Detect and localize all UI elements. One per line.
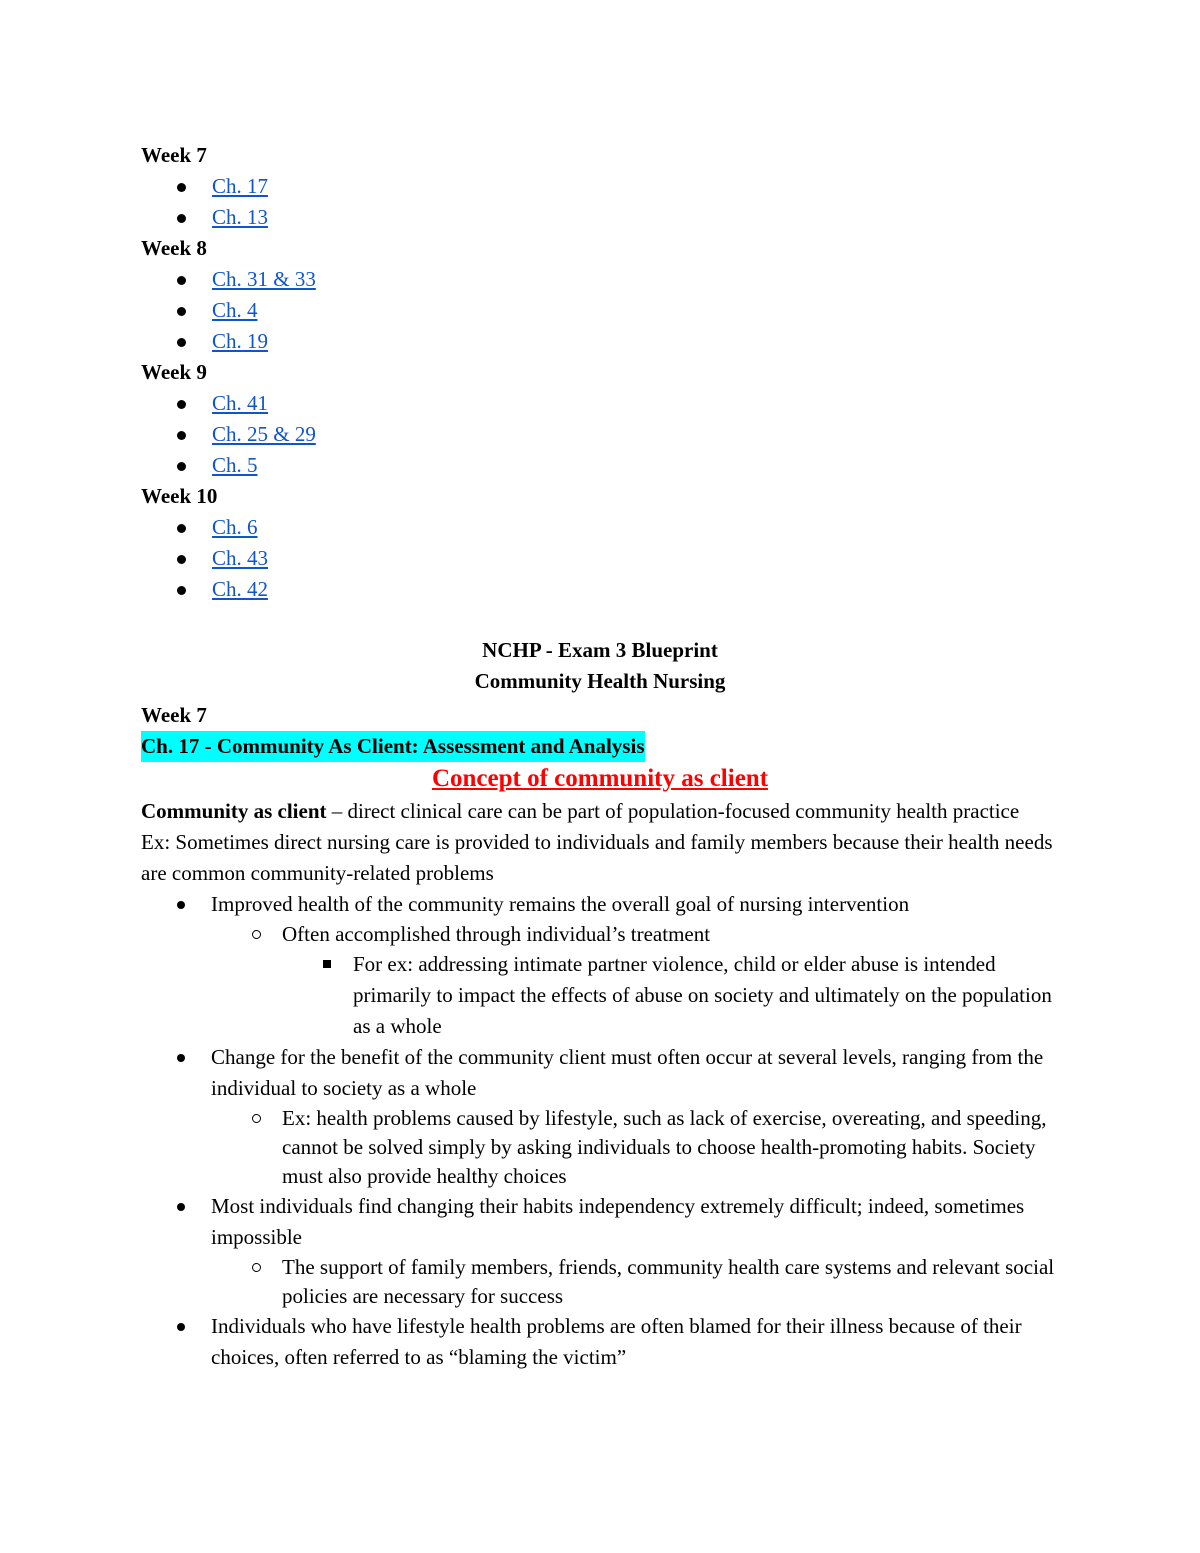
bullet-icon: [177, 431, 186, 440]
chapter-link[interactable]: Ch. 31 & 33: [212, 267, 316, 291]
chapter-link[interactable]: Ch. 25 & 29: [212, 422, 316, 446]
square-bullet-icon: [323, 960, 331, 968]
intro-term: Community as client: [141, 799, 327, 823]
list-item: [141, 1253, 1071, 1311]
bullet-list: [141, 889, 1071, 1373]
list-item: [141, 543, 1041, 574]
chapter-link[interactable]: Ch. 13: [212, 205, 269, 229]
list-item: [141, 202, 1041, 233]
list-item: [141, 419, 1041, 450]
list-item: [141, 388, 1041, 419]
chapter-link[interactable]: Ch. 41: [212, 391, 269, 415]
circle-bullet-icon: [252, 1263, 261, 1272]
bullet-text: For ex: addressing intimate partner violence, child or elder abuse is intended primarily to impact the effects of abuse on society and ultimately on the population as a whole: [353, 952, 1052, 1038]
list-item: [141, 889, 1071, 920]
list-item: [141, 295, 1041, 326]
bullet-icon: [177, 462, 186, 471]
chapter-link[interactable]: Ch. 43: [212, 546, 269, 570]
page-subtitle: Community Health Nursing: [474, 669, 726, 693]
bullet-text: The support of family members, friends, community health care systems and relevant social policies are necessary for success: [282, 1255, 1055, 1308]
list-item: [141, 920, 1071, 949]
bullet-icon: [177, 400, 186, 409]
chapter-link[interactable]: Ch. 42: [212, 577, 269, 601]
list-item: [141, 326, 1041, 357]
week-label: Week 7: [141, 143, 207, 167]
bullet-icon: [177, 1203, 185, 1211]
bullet-icon: [177, 183, 186, 192]
bullet-text: Ex: health problems caused by lifestyle, such as lack of exercise, overeating, and speeding, cannot be solved simply by asking individuals to choose health-promoting habits. Society must also provide healthy choices: [282, 1106, 1047, 1188]
chapter-link[interactable]: Ch. 4: [212, 298, 258, 322]
bullet-text: Often accomplished through individual’s treatment: [282, 922, 711, 946]
bullet-text: Change for the benefit of the community client must often occur at several levels, ranging from the individual to society as a whole: [211, 1045, 1044, 1100]
bullet-icon: [177, 524, 186, 533]
bullet-icon: [177, 1054, 185, 1062]
list-item: [141, 574, 1041, 605]
bullet-icon: [177, 276, 186, 285]
chapter-index: [141, 140, 1041, 605]
list-item: [141, 171, 1041, 202]
list-item: [141, 264, 1041, 295]
list-item: [141, 1311, 1071, 1373]
intro-text: – direct clinical care can be part of population-focused community health practice: [326, 799, 1020, 823]
list-item: [141, 1191, 1071, 1253]
week-label: Week 7: [141, 703, 207, 727]
example-paragraph: Ex: Sometimes direct nursing care is provided to individuals and family members because their health needs are common community-related problems: [141, 830, 1053, 885]
bullet-icon: [177, 307, 186, 316]
chapter-heading: Ch. 17 - Community As Client: Assessment and Analysis: [141, 731, 645, 762]
chapter-link[interactable]: Ch. 17: [212, 174, 269, 198]
bullet-icon: [177, 214, 186, 223]
bullet-icon: [177, 338, 186, 347]
list-item: [141, 450, 1041, 481]
bullet-icon: [177, 1323, 185, 1331]
bullet-icon: [177, 555, 186, 564]
bullet-text: Improved health of the community remains the overall goal of nursing intervention: [211, 892, 910, 916]
list-item: [141, 1104, 1071, 1191]
week-label: Week 9: [141, 360, 207, 384]
bullet-icon: [177, 901, 185, 909]
week-label: Week 10: [141, 484, 218, 508]
list-item: [141, 512, 1041, 543]
intro-paragraph: [141, 796, 1071, 827]
bullet-text: Most individuals find changing their habits independency extremely difficult; indeed, sometimes impossible: [211, 1194, 1025, 1249]
page-title: NCHP - Exam 3 Blueprint: [482, 638, 718, 662]
list-item: [141, 949, 1071, 1042]
chapter-link[interactable]: Ch. 6: [212, 515, 258, 539]
chapter-link[interactable]: Ch. 19: [212, 329, 269, 353]
week-label: Week 8: [141, 236, 207, 260]
concept-heading: Concept of community as client: [431, 765, 769, 792]
circle-bullet-icon: [252, 1114, 261, 1123]
list-item: [141, 1042, 1071, 1104]
bullet-text: Individuals who have lifestyle health problems are often blamed for their illness because of their choices, often referred to as “blaming the victim”: [211, 1314, 1022, 1369]
section-body: [141, 700, 1071, 1373]
bullet-icon: [177, 586, 186, 595]
chapter-link[interactable]: Ch. 5: [212, 453, 258, 477]
circle-bullet-icon: [252, 930, 261, 939]
